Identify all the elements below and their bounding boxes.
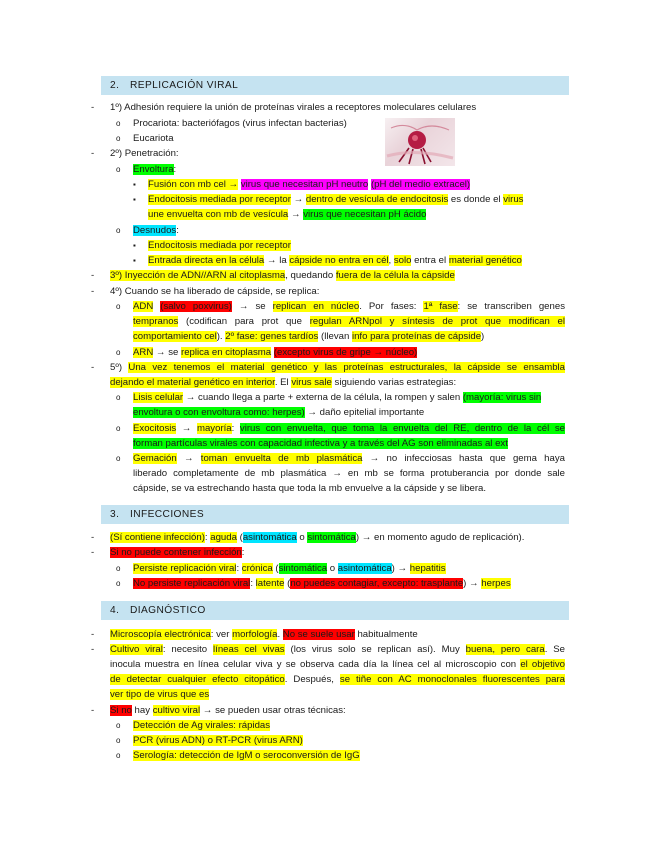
line-adn-cont2: comportamiento cel). 2º fase: genes tardíos (llevan info para proteínas de cápside) [133,331,485,342]
line-adhesion: 1º) Adhesión requiere la unión de proteínas virales a receptores moleculares celulares [110,102,477,113]
line-cultivo-cont2: de detectar cualquier efecto citopático. Después, se tiñe con AC monoclonales fluorescentes para [110,674,565,685]
line-exocitosis: Exocitosis → mayoría: virus con envuelta, que toma la envuelta del RE, dentro de la cél se [133,423,565,434]
line-ensamblaje-cont: dejando el material genético en interior. El virus sale siguiendo varias estrategias: [110,377,457,388]
section-title: INFECCIONES [130,509,205,520]
line-no-contiene: Si no puede contener infección: [110,547,245,558]
circle-bullet: o [116,302,121,311]
line-serologia: Serología: detección de IgM o seroconversión de IgG [133,750,360,761]
circle-bullet: o [116,751,121,760]
line-eucariota: Eucariota [133,133,174,144]
square-bullet: ▪ [133,195,136,204]
section-header-replicacion [101,76,569,95]
circle-bullet: o [116,454,121,463]
circle-bullet: o [116,393,121,402]
dash-bullet: - [91,705,95,716]
line-arn: ARN → se replica en citoplasma (excepto virus de gripe → núcleo) [133,347,418,358]
section-header-diagnostico [101,601,569,620]
line-cultivo-cont3: ver tipo de virus que es [110,689,210,700]
line-cultivo-cont1: inocula muestra en línea celular viva y se observa cada día la línea cel al microscopio con el objetivo [110,659,565,670]
section-number: 3. [110,509,120,520]
line-infeccion-aguda: (Sí contiene infección): aguda (asintomática o sintomática) → en momento agudo de replicación). [110,532,525,543]
line-endocitosis-envuelta-cont: une envuelta con mb de vesícula → virus que necesitan pH ácido [148,209,427,220]
line-latente: No persiste replicación viral: latente (no puedes contagiar, excepto: trasplante) → herpes [133,578,511,589]
line-exocitosis-cont: forman partículas virales con capacidad infectiva y a través del AG son eliminadas al ext [133,438,508,449]
line-lisis: Lisis celular → cuando llega a parte + externa de la célula, la rompen y salen (mayoría: virus sin [133,392,542,403]
circle-bullet: o [116,119,121,128]
line-gemacion: Gemación → toman envuelta de mb plasmática → no infecciosas hasta que gema haya [133,453,565,464]
dash-bullet: - [91,286,95,297]
circle-bullet: o [116,564,121,573]
dash-bullet: - [91,644,95,655]
section-title: DIAGNÓSTICO [130,605,206,616]
section-header-infecciones [101,505,569,524]
line-endocitosis-desnudos: Endocitosis mediada por receptor [148,240,291,251]
virus-illustration [385,118,455,166]
line-deteccion-ag: Detección de Ag virales: rápidas [133,720,271,731]
line-pcr: PCR (virus ADN) o RT-PCR (virus ARN) [133,735,303,746]
square-bullet: ▪ [133,241,136,250]
circle-bullet: o [116,424,121,433]
dash-bullet: - [91,629,95,640]
dash-bullet: - [91,102,95,113]
line-fusion: Fusión con mb cel → virus que necesitan pH neutro (pH del medio extracel) [148,179,471,190]
line-otras-tecnicas: Si no hay cultivo viral → se pueden usar otras técnicas: [110,705,346,716]
line-gemacion-cont1: liberado completamente de mb plasmática → en mb se forma protuberancia por donde sale [133,468,565,479]
line-penetracion: 2º) Penetración: [110,148,179,159]
dash-bullet: - [91,547,95,558]
circle-bullet: o [116,348,121,357]
circle-bullet: o [116,721,121,730]
line-ensamblaje: 5º) Una vez tenemos el material genético y las proteínas estructurales, la cápside se ensambla [110,362,566,373]
line-envoltura: Envoltura: [133,164,177,175]
circle-bullet: o [116,736,121,745]
line-adn: ADN (salvo poxvirus) → se replican en núcleo. Por fases: 1ª fase: se transcriben genes [133,301,565,312]
line-gemacion-cont2: cápside, se va estrechando hasta que toda la mb envuelve a la cápside y se libera. [133,483,487,494]
dash-bullet: - [91,148,95,159]
line-procariota: Procariota: bacteriófagos (virus infectan bacterias) [133,118,347,129]
line-cultivo: Cultivo viral: necesito líneas cel vivas (los virus solo se replican así). Muy buena, pero cara. Se [110,644,566,655]
circle-bullet: o [116,134,121,143]
dash-bullet: - [91,362,95,373]
line-inyeccion: 3º) Inyección de ADN//ARN al citoplasma, quedando fuera de la célula la cápside [110,270,455,281]
circle-bullet: o [116,579,121,588]
dash-bullet: - [91,270,95,281]
section-number: 2. [110,80,120,91]
circle-bullet: o [116,226,121,235]
line-desnudos: Desnudos: [133,225,179,236]
line-lisis-cont: envoltura o con envoltura como: herpes) → daño epitelial importante [133,407,425,418]
line-adn-cont1: tempranos (codifican para prot que regulan ARNpol y síntesis de prot que modifican el [133,316,565,327]
line-microscopia: Microscopía electrónica: ver morfología. No se suele usar habitualmente [110,629,418,640]
section-title: REPLICACIÓN VIRAL [130,80,239,91]
line-replica: 4º) Cuando se ha liberado de cápside, se replica: [110,286,320,297]
circle-bullet: o [116,165,121,174]
line-entrada-directa: Entrada directa en la célula → la cápside no entra en cél, solo entra el material genético [148,255,522,266]
line-endocitosis-envuelta: Endocitosis mediada por receptor → dentro de vesícula de endocitosis es donde el virus [148,194,524,205]
section-number: 4. [110,605,120,616]
square-bullet: ▪ [133,256,136,265]
line-cronica: Persiste replicación viral: crónica (sintomática o asintomática) → hepatitis [133,563,446,574]
dash-bullet: - [91,532,95,543]
square-bullet: ▪ [133,180,136,189]
